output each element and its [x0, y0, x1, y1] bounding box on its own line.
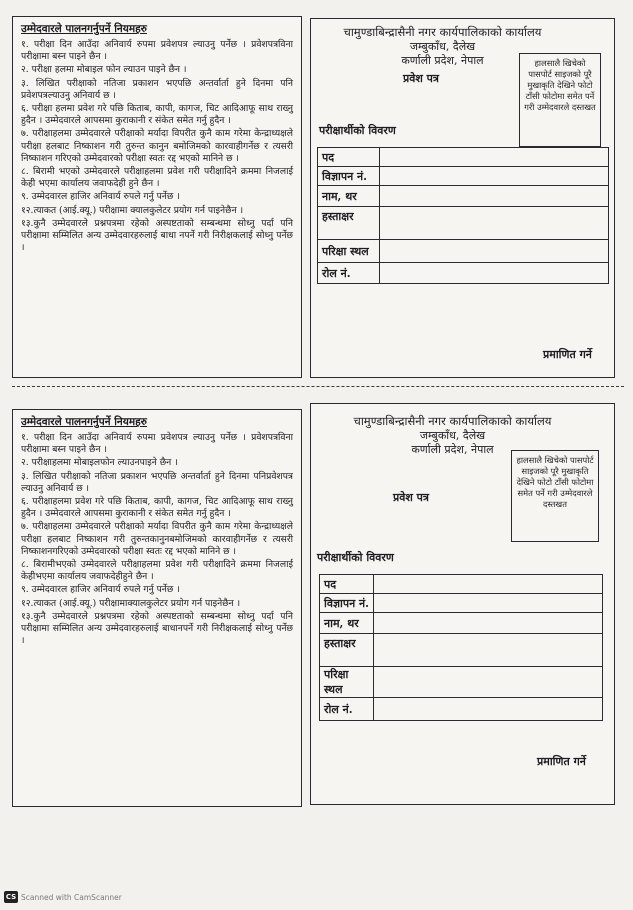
field-value	[380, 148, 609, 167]
rule-item: १२.त्याकत (आई.क्यू.) परीक्षामाक्यालकुलेटर प्रयोग गर्न पाइनेछैन ।	[21, 597, 241, 609]
rule-item: ९. उम्मेदवारल हाजिर अनिवार्य रुपले गर्नु पर्नेछ ।	[21, 584, 180, 596]
candidate-details-title: परीक्षार्थीको विवरण	[317, 551, 394, 564]
office-name: चामुण्डाबिन्द्रासैनी नगर कार्यपालिकाको कार्यालय	[353, 414, 552, 428]
rule-item: ७. परीक्षाहलमा उम्मेदवारले परीक्षाको मर्यादा विपरीत कुनै काम गरेमा केन्द्राध्यक्षले परीक्षा हलबाट निष्काशन गरी तुरुन्त कानुन बमोजिमको कारवाहीगर्नेछ र त्यसरी निष्काशन गरिएको उम्मेदवारको परीक्षा स्वतः रद्द भएको मानिने छ ।	[21, 128, 293, 164]
rules-list	[21, 432, 293, 647]
rule-item: १. परीक्षा दिन आउँदा अनिवार्य रुपमा प्रवेशपत्र ल्याउनु पर्नेछ । प्रवेशपत्रविना परीक्षामा बस्न पाइने छैन ।	[21, 39, 293, 63]
field-value	[374, 698, 603, 721]
table-row	[318, 186, 609, 207]
admit-card-panel	[310, 403, 615, 805]
table-row	[320, 575, 603, 594]
table-row	[320, 667, 603, 698]
admit-card-copy-top	[0, 0, 633, 380]
rule-item: ८. बिरामीभएको उम्मेदवारले परीक्षाहलमा प्रवेश गरी परीक्षादिने क्रममा निजलाई केहीभएमा कार्यालय जवाफदेहीहुने छैन ।	[21, 559, 293, 583]
rules-heading: उम्मेदवारले पालनगर्नुपर्ने नियमहरु	[21, 416, 147, 428]
admit-card-title: प्रवेश पत्र	[392, 491, 429, 504]
photo-placeholder: हालसालै खिचेको पासपोर्ट साइजको पूरै मुखाकृति देखिने फोटो टाँसी फोटोमा समेत पर्ने गरी उम्मेदवारले दस्तखत	[511, 450, 599, 542]
table-row	[318, 148, 609, 167]
field-label: हस्ताक्षर	[320, 634, 374, 667]
field-value	[374, 575, 603, 594]
field-label: पद	[318, 148, 380, 167]
table-row	[320, 698, 603, 721]
field-label: विज्ञापन नं.	[318, 167, 380, 186]
field-label: रोल नं.	[318, 263, 380, 284]
admit-card-title: प्रवेश पत्र	[402, 72, 439, 85]
certified-by-label: प्रमाणित गर्ने	[543, 348, 592, 361]
table-row	[320, 594, 603, 613]
field-label: विज्ञापन नं.	[320, 594, 374, 613]
rules-heading: उम्मेदवारले पालनगर्नुपर्ने नियमहरु	[21, 23, 147, 35]
office-province: कर्णाली प्रदेश, नेपाल	[411, 443, 494, 456]
table-row	[318, 167, 609, 186]
field-value	[380, 207, 609, 240]
field-label: परिक्षा स्थल	[318, 240, 380, 263]
field-value	[374, 667, 603, 698]
table-row	[320, 634, 603, 667]
field-label: रोल नं.	[320, 698, 374, 721]
rule-item: ६. परीक्षाहलमा प्रवेश गरे पछि किताब, कापी, कागज, चिट आदिआफू साथ राख्नु हुदैन । उम्मेदवारले आपसमा कुराकानी र संकेत समेत गर्नु हुदैन ।	[21, 496, 293, 520]
rule-item: १२.त्याकत (आई.क्यू.) परीक्षामा क्यालकुलेटर प्रयोग गर्न पाइनेछैन ।	[21, 204, 244, 216]
office-province: कर्णाली प्रदेश, नेपाल	[401, 54, 484, 67]
field-value	[374, 613, 603, 634]
office-location: जम्बुकाँध, दैलेख	[419, 429, 486, 442]
rule-item: ६. परीक्षा हलमा प्रवेश गरे पछि किताब, कापी, कागज, चिट आदिआफू साथ राख्नु हुदैन । उम्मेदवारले आपसमा कुराकानी र संकेत समेत गर्नु हुदैन ।	[21, 103, 293, 127]
camscanner-logo-icon: CS	[5, 893, 17, 901]
field-value	[380, 167, 609, 186]
rule-item: ३. लिखित परीक्षाको नतिजा प्रकाशन भएपछि अन्तर्वार्ता हुने दिनमा पनिप्रवेशपत्र ल्याउनु अनिवार्य छ ।	[21, 470, 293, 494]
field-value	[374, 594, 603, 613]
field-value	[380, 240, 609, 263]
field-label: हस्ताक्षर	[318, 207, 380, 240]
office-location: जम्बुकाँध, दैलेख	[409, 40, 476, 53]
field-label: पद	[320, 575, 374, 594]
scanner-watermark-text: Scanned with CamScanner	[21, 892, 122, 902]
candidate-details-table	[319, 574, 603, 721]
admit-card-panel	[310, 18, 615, 378]
field-label: नाम, थर	[318, 186, 380, 207]
table-row	[318, 263, 609, 284]
certified-by-label: प्रमाणित गर्ने	[537, 755, 586, 768]
rules-panel	[12, 16, 302, 378]
field-value	[380, 186, 609, 207]
office-name: चामुण्डाबिन्द्रासैनी नगर कार्यपालिकाको कार्यालय	[343, 25, 542, 39]
candidate-details-title: परीक्षार्थीको विवरण	[319, 124, 396, 137]
field-label: परिक्षा स्थल	[320, 667, 374, 698]
rule-item: ९. उम्मेदवारल हाजिर अनिवार्य रुपले गर्नु पर्नेछ ।	[21, 191, 180, 203]
rule-item: १. परीक्षा दिन आउँदा अनिवार्य रुपमा प्रवेशपत्र ल्याउनु पर्नेछ । प्रवेशपत्रविना परीक्षामा बस्न पाइने छैन ।	[21, 432, 293, 456]
photo-placeholder: हालसालै खिचेको पासपोर्ट साइजको पूरै मुखाकृति देखिने फोटो टाँसी फोटोमा समेत पर्ने गरी उम्मेदवारले दस्तखत	[519, 53, 601, 147]
scanner-watermark	[4, 890, 122, 904]
admit-card-copy-bottom	[0, 395, 633, 815]
rule-item: १३.कुनै उम्मेदवारले प्रश्नपत्रमा रहेको अस्पष्टताको सम्बन्धमा सोध्नु पर्दा पनि परीक्षामा सम्मिलित अन्य उम्मेदवारहरुलाई बाधानपर्ने गरी निरीक्षकलाई सोध्नु पर्नेछ ।	[21, 610, 293, 647]
field-value	[380, 263, 609, 284]
field-label: नाम, थर	[320, 613, 374, 634]
rule-item: ७. परीक्षाहलमा उम्मेदवारले परीक्षाको मर्यादा विपरीत कुनै काम गरेमा केन्द्राध्यक्षले परीक्षा हलबाट निष्काशन गरी तुरुन्तकानुनबमोजिमको कारवाहीगर्नेछ र त्यसरी निष्काशनगरिएको उम्मेदवारको परीक्षा स्वतः रद्द भएको मानिने छ ।	[21, 521, 293, 557]
table-row	[320, 613, 603, 634]
rule-item: ८. बिरामी भएको उम्मेदवारले परीक्षाहलमा प्रवेश गरी परीक्षादिने क्रममा निजलाई केही भएमा कार्यालय जवाफदेही हुने छैन ।	[21, 166, 293, 190]
cut-line-divider	[12, 386, 624, 387]
table-row	[318, 240, 609, 263]
rule-item: ३. लिखित परीक्षाको नतिजा प्रकाशन भएपछि अन्तर्वार्ता हुने दिनमा पनि प्रवेशपत्रल्याउनु अनिवार्य छ ।	[21, 77, 293, 101]
rule-item: २. परीक्षा हलमा मोबाइल फोन ल्याउन पाइने छैन ।	[21, 64, 187, 76]
rule-item: १३.कुनै उम्मेदवारले प्रश्नपत्रमा रहेको अस्पष्टताको सम्बन्धमा सोध्नु पर्दा पनि परीक्षामा सम्मिलित अन्य उम्मेदवारहरुलाई बाधा नपर्ने गरी निरीक्षकलाई सोध्नु पर्नेछ ।	[21, 217, 293, 254]
rules-panel	[12, 409, 302, 807]
table-row	[318, 207, 609, 240]
candidate-details-table	[317, 147, 609, 284]
rule-item: २. परीक्षाहलमा मोबाइलफोन ल्याउनपाइने छैन ।	[21, 457, 178, 469]
field-value	[374, 634, 603, 667]
rules-list	[21, 39, 293, 254]
